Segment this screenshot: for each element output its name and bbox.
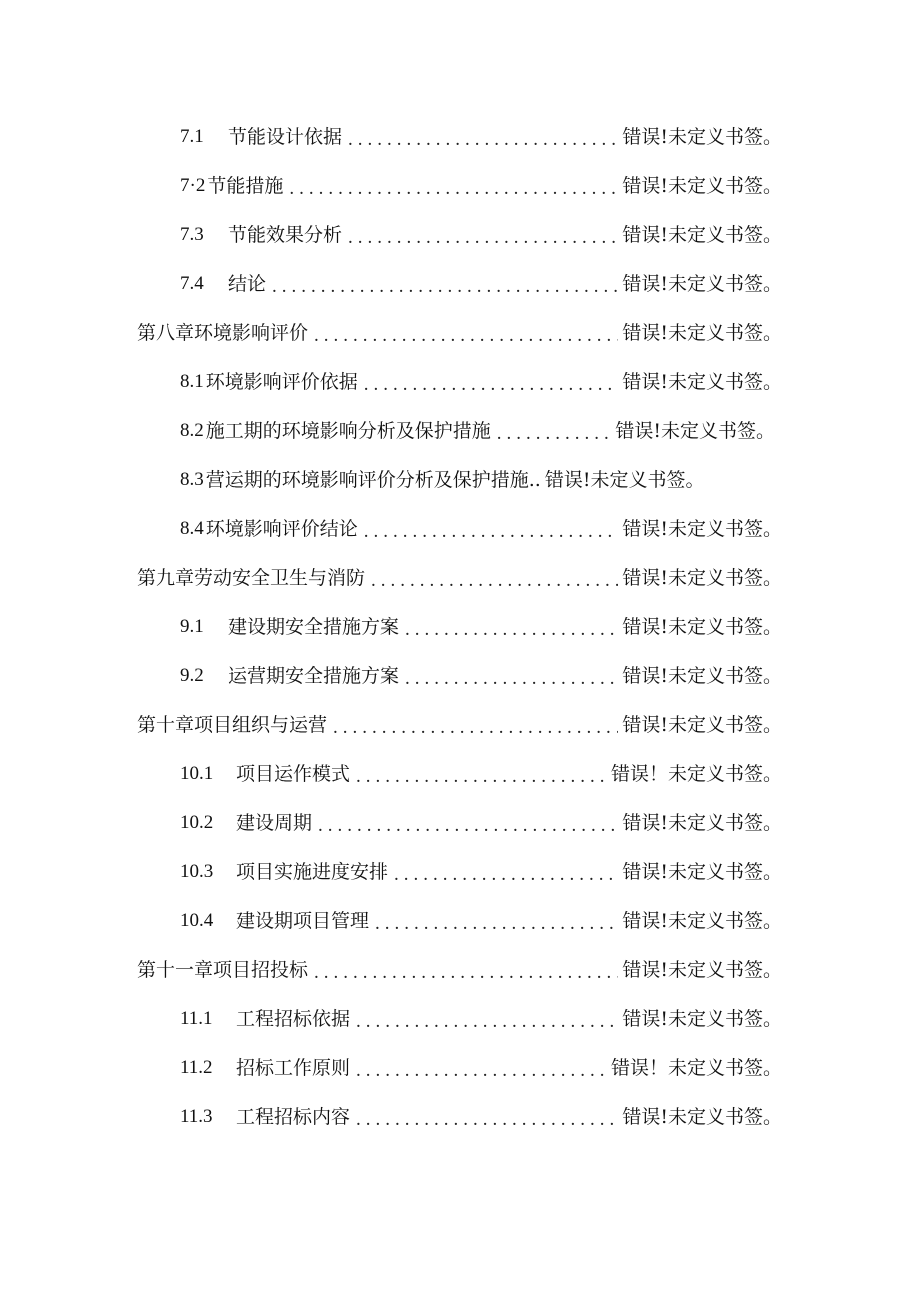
toc-entry-page-ref: 错误!未定义书签。: [622, 175, 782, 197]
toc-entry-number: 8.1: [180, 371, 204, 392]
toc-entry-page-ref: 错误!未定义书签。: [622, 812, 782, 834]
toc-entry-7-2[interactable]: [180, 172, 782, 200]
toc-entry-7-1[interactable]: [180, 123, 782, 151]
toc-entry-chapter-11[interactable]: [137, 956, 782, 984]
toc-entry-page-ref: 错误!未定义书签。: [622, 1008, 782, 1030]
toc-entry-number: 7.1: [180, 126, 204, 147]
toc-entry-title: 节能效果分析: [228, 224, 343, 246]
dot-leader: [497, 420, 612, 448]
toc-entry-page-ref: 错误!未定义书签。: [622, 861, 782, 883]
toc-entry-number: 7.4: [180, 273, 204, 294]
dot-leader: [356, 1106, 618, 1134]
dot-leader: [348, 126, 618, 154]
toc-entry-title: 招标工作原则: [236, 1057, 351, 1079]
toc-entry-page-ref: 错误!未定义书签。: [622, 910, 782, 932]
toc-entry-chapter-9[interactable]: [137, 564, 782, 592]
toc-entry-7-4[interactable]: [180, 270, 782, 298]
toc-entry-page-ref: 错误!未定义书签。: [622, 567, 782, 589]
dot-leader: [272, 273, 618, 301]
dot-leader: [356, 1008, 618, 1036]
toc-entry-number: 10.2: [180, 812, 214, 833]
toc-entry-page-ref: 错误!未定义书签。: [622, 518, 782, 540]
dot-leader: [318, 812, 618, 840]
toc-entry-title: 营运期的环境影响评价分析及保护措施..: [205, 469, 541, 491]
toc-entry-number: 10.3: [180, 861, 214, 882]
dot-leader: [333, 714, 618, 742]
toc-entry-page-ref: 错误!未定义书签。: [622, 224, 782, 246]
toc-entry-page-ref: 错误!未定义书签。: [622, 959, 782, 981]
toc-entry-number: 8.3: [180, 469, 204, 490]
toc-entry-number: 10.1: [180, 763, 214, 784]
toc-entry-page-ref: 错误!未定义书签。: [615, 420, 775, 442]
toc-entry-page-ref: 错误!未定义书签。: [622, 1106, 782, 1128]
dot-leader: [314, 959, 618, 987]
toc-entry-title: 第十一章项目招投标: [137, 959, 309, 981]
toc-entry-title: 第十章项目组织与运营: [137, 714, 328, 736]
toc-entry-page-ref: 错误!未定义书签。: [622, 714, 782, 736]
toc-entry-chapter-10[interactable]: [137, 711, 782, 739]
toc-entry-title: 建设期项目管理: [236, 910, 370, 932]
dot-leader: [356, 1057, 607, 1085]
toc-entry-title: 第九章劳动安全卫生与消防: [137, 567, 366, 589]
toc-entry-title: 节能设计依据: [228, 126, 343, 148]
dot-leader: [375, 910, 618, 938]
toc-entry-8-4[interactable]: [180, 515, 782, 543]
toc-entry-10-3[interactable]: [180, 858, 782, 886]
toc-entry-9-2[interactable]: [180, 662, 782, 690]
toc-entry-title: 环境影响评价结论: [205, 518, 358, 540]
toc-entry-page-ref: 错误！未定义书签。: [610, 1057, 782, 1079]
toc-entry-8-2[interactable]: [180, 417, 775, 445]
toc-entry-10-2[interactable]: [180, 809, 782, 837]
toc-entry-title: 项目运作模式: [236, 763, 351, 785]
toc-entry-page-ref: 错误!未定义书签。: [622, 273, 782, 295]
toc-entry-title: 环境影响评价依据: [205, 371, 358, 393]
toc-entry-page-ref: 错误!未定义书签。: [622, 616, 782, 638]
toc-entry-title: 工程招标依据: [236, 1008, 351, 1030]
toc-entry-number: 7.3: [180, 224, 204, 245]
dot-leader: [356, 763, 607, 791]
dot-leader: [348, 224, 618, 252]
dot-leader: [405, 616, 618, 644]
toc-entry-11-1[interactable]: [180, 1005, 782, 1033]
toc-entry-9-1[interactable]: [180, 613, 782, 641]
toc-entry-number: 11.2: [180, 1057, 213, 1078]
toc-entry-title: 施工期的环境影响分析及保护措施: [205, 420, 491, 442]
toc-entry-page-ref: 错误!未定义书签。: [622, 126, 782, 148]
toc-entry-7-3[interactable]: [180, 221, 782, 249]
toc-entry-11-2[interactable]: [180, 1054, 782, 1082]
toc-entry-title: 结论: [228, 273, 267, 295]
toc-entry-number: 9.2: [180, 665, 204, 686]
toc-entry-number: 9.1: [180, 616, 204, 637]
toc-entry-title: 项目实施进度安排: [236, 861, 389, 883]
toc-entry-11-3[interactable]: [180, 1103, 782, 1131]
toc-entry-chapter-8[interactable]: [137, 319, 782, 347]
toc-entry-title: 节能措施: [207, 175, 284, 197]
toc-entry-number: 10.4: [180, 910, 214, 931]
toc-entry-8-1[interactable]: [180, 368, 782, 396]
toc-entry-page-ref: 错误！未定义书签。: [610, 763, 782, 785]
toc-entry-title: 建设周期: [236, 812, 313, 834]
toc-entry-10-4[interactable]: [180, 907, 782, 935]
dot-leader: [314, 322, 618, 350]
toc-entry-page-ref: 错误!未定义书签。: [544, 469, 705, 491]
dot-leader: [405, 665, 618, 693]
toc-entry-number: 11.3: [180, 1106, 213, 1127]
toc-entry-title: 工程招标内容: [236, 1106, 351, 1128]
toc-entry-page-ref: 错误!未定义书签。: [622, 322, 782, 344]
toc-entry-number: 7·2: [180, 175, 206, 196]
toc-entry-title: 建设期安全措施方案: [228, 616, 400, 638]
dot-leader: [394, 861, 618, 889]
dot-leader: [289, 175, 618, 203]
toc-entry-number: 11.1: [180, 1008, 213, 1029]
toc-entry-8-3[interactable]: [180, 466, 730, 494]
dot-leader: [371, 567, 618, 595]
dot-leader: [364, 518, 619, 546]
toc-entry-number: 8.2: [180, 420, 204, 441]
toc-entry-page-ref: 错误!未定义书签。: [622, 371, 782, 393]
toc-entry-10-1[interactable]: [180, 760, 782, 788]
toc-entry-number: 8.4: [180, 518, 204, 539]
toc-entry-title: 第八章环境影响评价: [137, 322, 309, 344]
toc-entry-page-ref: 错误!未定义书签。: [622, 665, 782, 687]
dot-leader: [364, 371, 619, 399]
toc-entry-title: 运营期安全措施方案: [228, 665, 400, 687]
